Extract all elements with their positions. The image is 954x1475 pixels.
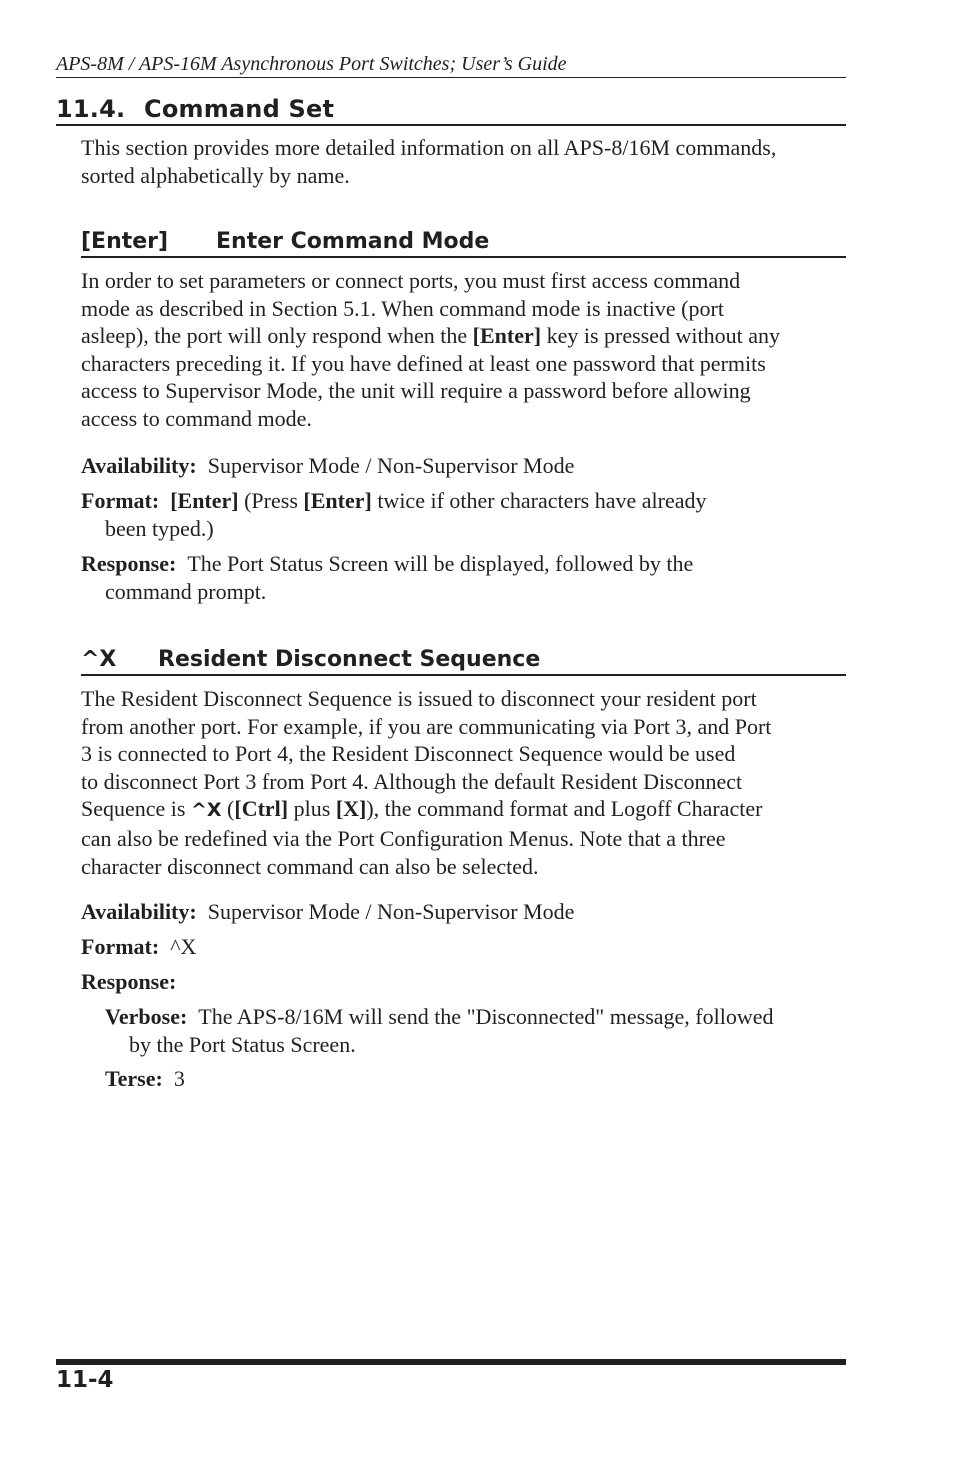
rds-format bbox=[81, 933, 851, 961]
section-title: Command Set bbox=[144, 95, 335, 123]
rds-command-description bbox=[81, 685, 851, 880]
verbose-label: Verbose: bbox=[105, 1004, 188, 1029]
desc-line: access to command mode. bbox=[81, 405, 312, 431]
running-header: APS-8M / APS-16M Asynchronous Port Switches; User’s Guide bbox=[56, 51, 846, 78]
desc-text: ), the command format and Logoff Character bbox=[366, 796, 763, 822]
enter-response bbox=[81, 550, 851, 605]
desc-line: characters preceding it. If you have defined at least one password that permits bbox=[81, 350, 766, 376]
enter-command-heading bbox=[81, 228, 846, 258]
verbose-text: The APS-8/16M will send the "Disconnected" message, followed bbox=[198, 1004, 774, 1029]
response-text-cont: command prompt. bbox=[105, 578, 267, 604]
enter-command-description bbox=[81, 267, 851, 433]
desc-text: asleep), the port will only respond when the bbox=[81, 323, 473, 349]
ctrl-key-ref: [Ctrl] bbox=[234, 796, 289, 822]
command-key: [Enter] bbox=[81, 229, 169, 254]
desc-line: 3 is connected to Port 4, the Resident Disconnect Sequence would be used bbox=[81, 741, 736, 767]
page-number: 11-4 bbox=[56, 1367, 114, 1393]
rds-response bbox=[81, 968, 851, 996]
availability-value: Supervisor Mode / Non-Supervisor Mode bbox=[207, 899, 575, 924]
desc-line: access to Supervisor Mode, the unit will require a password before allowing bbox=[81, 378, 751, 404]
desc-line: can also be redefined via the Port Configuration Menus. Note that a three bbox=[81, 825, 726, 851]
enter-format bbox=[81, 487, 851, 542]
availability-label: Availability: bbox=[81, 453, 197, 478]
format-text-cont: been typed.) bbox=[105, 515, 214, 541]
format-text: twice if other characters have already bbox=[371, 488, 707, 513]
desc-line bbox=[81, 795, 851, 825]
x-key-ref: [X] bbox=[335, 796, 367, 822]
format-text: (Press bbox=[238, 488, 304, 513]
footer-rule bbox=[56, 1359, 846, 1365]
desc-line: to disconnect Port 3 from Port 4. Although the default Resident Disconnect bbox=[81, 768, 743, 794]
response-label: Response: bbox=[81, 551, 177, 576]
desc-line: character disconnect command can also be selected. bbox=[81, 853, 539, 879]
format-key: [Enter] bbox=[170, 488, 239, 513]
desc-text: ( bbox=[221, 796, 235, 822]
command-title: Resident Disconnect Sequence bbox=[158, 647, 541, 672]
terse-value: 3 bbox=[173, 1066, 185, 1091]
desc-text: plus bbox=[288, 796, 336, 822]
enter-availability bbox=[81, 452, 851, 480]
desc-text: Sequence is bbox=[81, 796, 191, 822]
desc-line: In order to set parameters or connect ports, you must first access command bbox=[81, 268, 741, 293]
terse-label: Terse: bbox=[105, 1066, 163, 1091]
desc-line bbox=[81, 322, 851, 350]
enter-key-ref: [Enter] bbox=[472, 323, 542, 349]
desc-text: key is pressed without any bbox=[541, 323, 780, 349]
desc-line: The Resident Disconnect Sequence is issued to disconnect your resident port bbox=[81, 686, 757, 711]
command-title: Enter Command Mode bbox=[216, 229, 490, 254]
rds-verbose bbox=[105, 1003, 875, 1058]
verbose-text-cont: by the Port Status Screen. bbox=[129, 1031, 356, 1057]
intro-line: This section provides more detailed information on all APS-8/16M commands, bbox=[81, 135, 777, 160]
command-key: ^X bbox=[81, 647, 117, 672]
ctrl-x-ref: ^X bbox=[190, 799, 222, 822]
section-number: 11.4. bbox=[56, 95, 126, 123]
desc-line: mode as described in Section 5.1. When command mode is inactive (port bbox=[81, 295, 724, 321]
intro-line: sorted alphabetically by name. bbox=[81, 162, 350, 188]
format-value: ^X bbox=[170, 934, 197, 959]
rds-availability bbox=[81, 898, 851, 926]
format-label: Format: bbox=[81, 488, 160, 513]
format-label: Format: bbox=[81, 934, 160, 959]
rds-terse bbox=[105, 1065, 875, 1093]
section-heading bbox=[56, 94, 846, 126]
format-key-2: [Enter] bbox=[303, 488, 372, 513]
rds-command-heading bbox=[81, 646, 846, 676]
section-intro bbox=[81, 134, 851, 189]
desc-line: from another port. For example, if you are communicating via Port 3, and Port bbox=[81, 713, 772, 739]
availability-label: Availability: bbox=[81, 899, 197, 924]
response-label: Response: bbox=[81, 969, 177, 994]
availability-value: Supervisor Mode / Non-Supervisor Mode bbox=[207, 453, 575, 478]
response-text: The Port Status Screen will be displayed, followed by the bbox=[187, 551, 694, 576]
